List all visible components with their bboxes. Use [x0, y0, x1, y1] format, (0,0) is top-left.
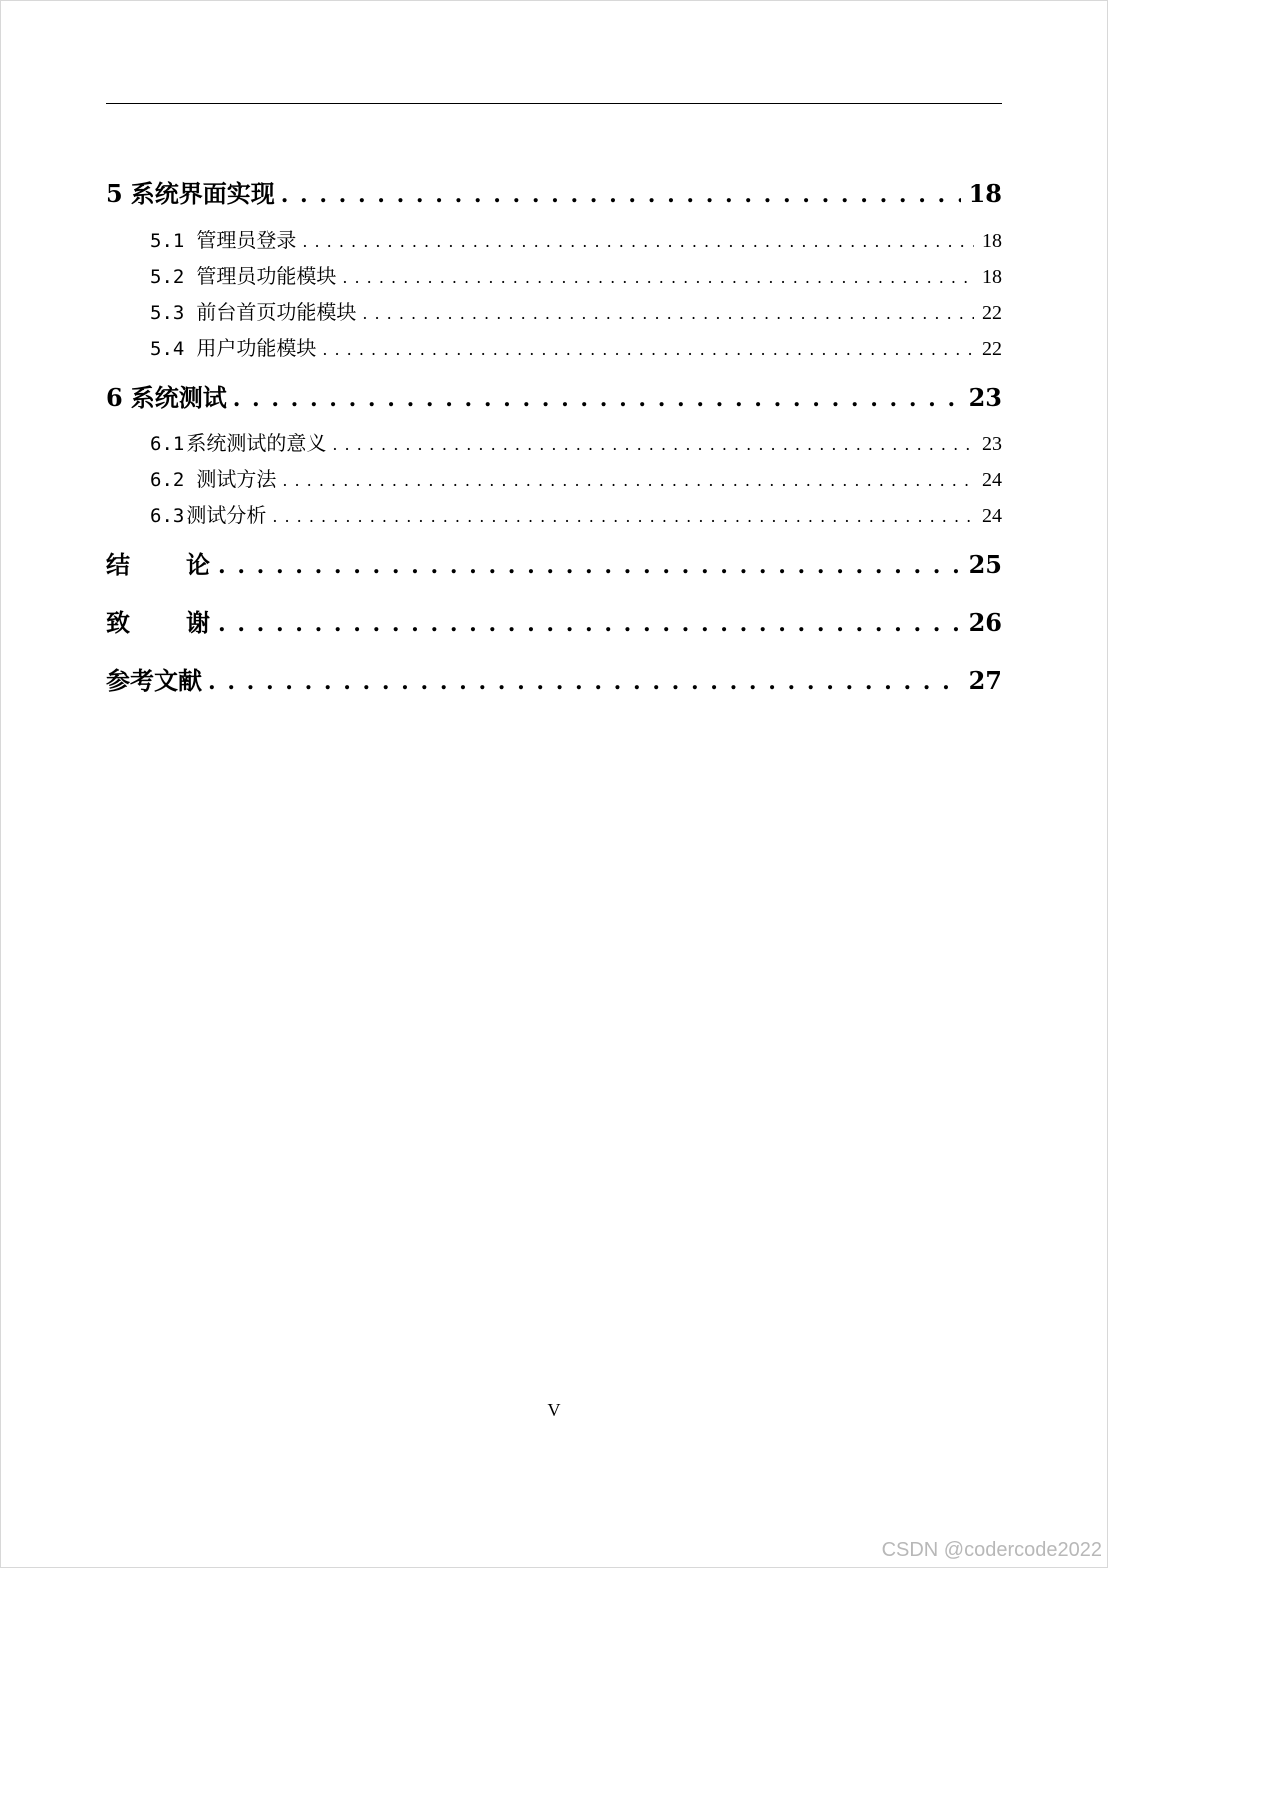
- toc-entry-title: 管理员登录: [196, 228, 297, 252]
- toc-entry-page: 26: [968, 608, 1002, 637]
- toc-entry-title: 前台首页功能模块: [196, 300, 357, 324]
- toc-entry-page: 24: [982, 505, 1002, 527]
- toc-dot-leader: [342, 268, 974, 287]
- toc-entry-page: 27: [968, 666, 1002, 695]
- toc-entry-page: 24: [982, 469, 1002, 491]
- toc-entry-5-4[interactable]: [106, 332, 1002, 362]
- toc-entry-references[interactable]: [106, 661, 1002, 695]
- toc-entry-title: 系统界面实现: [130, 179, 275, 208]
- toc-entry-title: 用户功能模块: [196, 336, 317, 360]
- toc-entry-6-1[interactable]: [106, 427, 1002, 457]
- toc-entry-6-2[interactable]: [106, 463, 1002, 493]
- toc-dot-leader: [218, 611, 961, 637]
- toc-entry-acknowledgements[interactable]: [106, 603, 1002, 637]
- toc-dot-leader: [332, 435, 974, 454]
- toc-dot-leader: [362, 304, 974, 323]
- toc-entry-title: 系统测试的意义: [186, 431, 327, 455]
- toc-entry-5-2[interactable]: [106, 260, 1002, 290]
- toc-entry-number: 5: [106, 179, 123, 208]
- toc-dot-leader: [302, 232, 974, 251]
- toc-entry-number: 6.3: [150, 505, 185, 527]
- toc-dot-leader: [281, 182, 961, 208]
- toc-dot-leader: [282, 471, 974, 490]
- toc-entry-5-3[interactable]: [106, 296, 1002, 326]
- toc-entry-page: 22: [982, 302, 1002, 324]
- toc-entry-number: 6.2: [150, 469, 185, 491]
- toc-dot-leader: [233, 386, 961, 412]
- page-number: V: [547, 1400, 561, 1420]
- table-of-contents: [106, 0, 1002, 720]
- toc-entry-title: 测试分析: [186, 503, 267, 527]
- toc-dot-leader: [272, 507, 974, 526]
- toc-entry-title: 测试方法: [196, 467, 277, 491]
- toc-dot-leader: [218, 553, 961, 579]
- toc-entry-title: 参考文献: [106, 666, 202, 695]
- toc-entry-number: 5.2: [150, 266, 185, 288]
- toc-entry-5[interactable]: [106, 174, 1002, 208]
- toc-entry-page: 23: [968, 383, 1002, 412]
- toc-entry-page: 18: [968, 179, 1002, 208]
- toc-entry-title: 致谢: [106, 608, 266, 637]
- toc-entry-title: 结论: [106, 550, 266, 579]
- toc-entry-number: 5.3: [150, 302, 185, 324]
- toc-entry-number: 5.1: [150, 230, 185, 252]
- toc-entry-number: 5.4: [150, 338, 185, 360]
- toc-entry-6-3[interactable]: [106, 499, 1002, 529]
- toc-entry-title: 管理员功能模块: [196, 264, 337, 288]
- toc-entry-conclusion[interactable]: [106, 545, 1002, 579]
- toc-entry-page: 18: [982, 266, 1002, 288]
- toc-entry-number: 6.1: [150, 433, 185, 455]
- toc-entry-page: 25: [968, 550, 1002, 579]
- toc-entry-page: 23: [982, 433, 1002, 455]
- toc-entry-number: 6: [106, 383, 123, 412]
- toc-entry-title: 系统测试: [130, 383, 227, 412]
- toc-dot-leader: [322, 340, 974, 359]
- watermark: CSDN @codercode2022: [881, 1539, 1102, 1561]
- toc-entry-6[interactable]: [106, 378, 1002, 412]
- toc-entry-page: 22: [982, 338, 1002, 360]
- toc-entry-page: 18: [982, 230, 1002, 252]
- toc-dot-leader: [208, 669, 961, 695]
- toc-entry-5-1[interactable]: [106, 224, 1002, 254]
